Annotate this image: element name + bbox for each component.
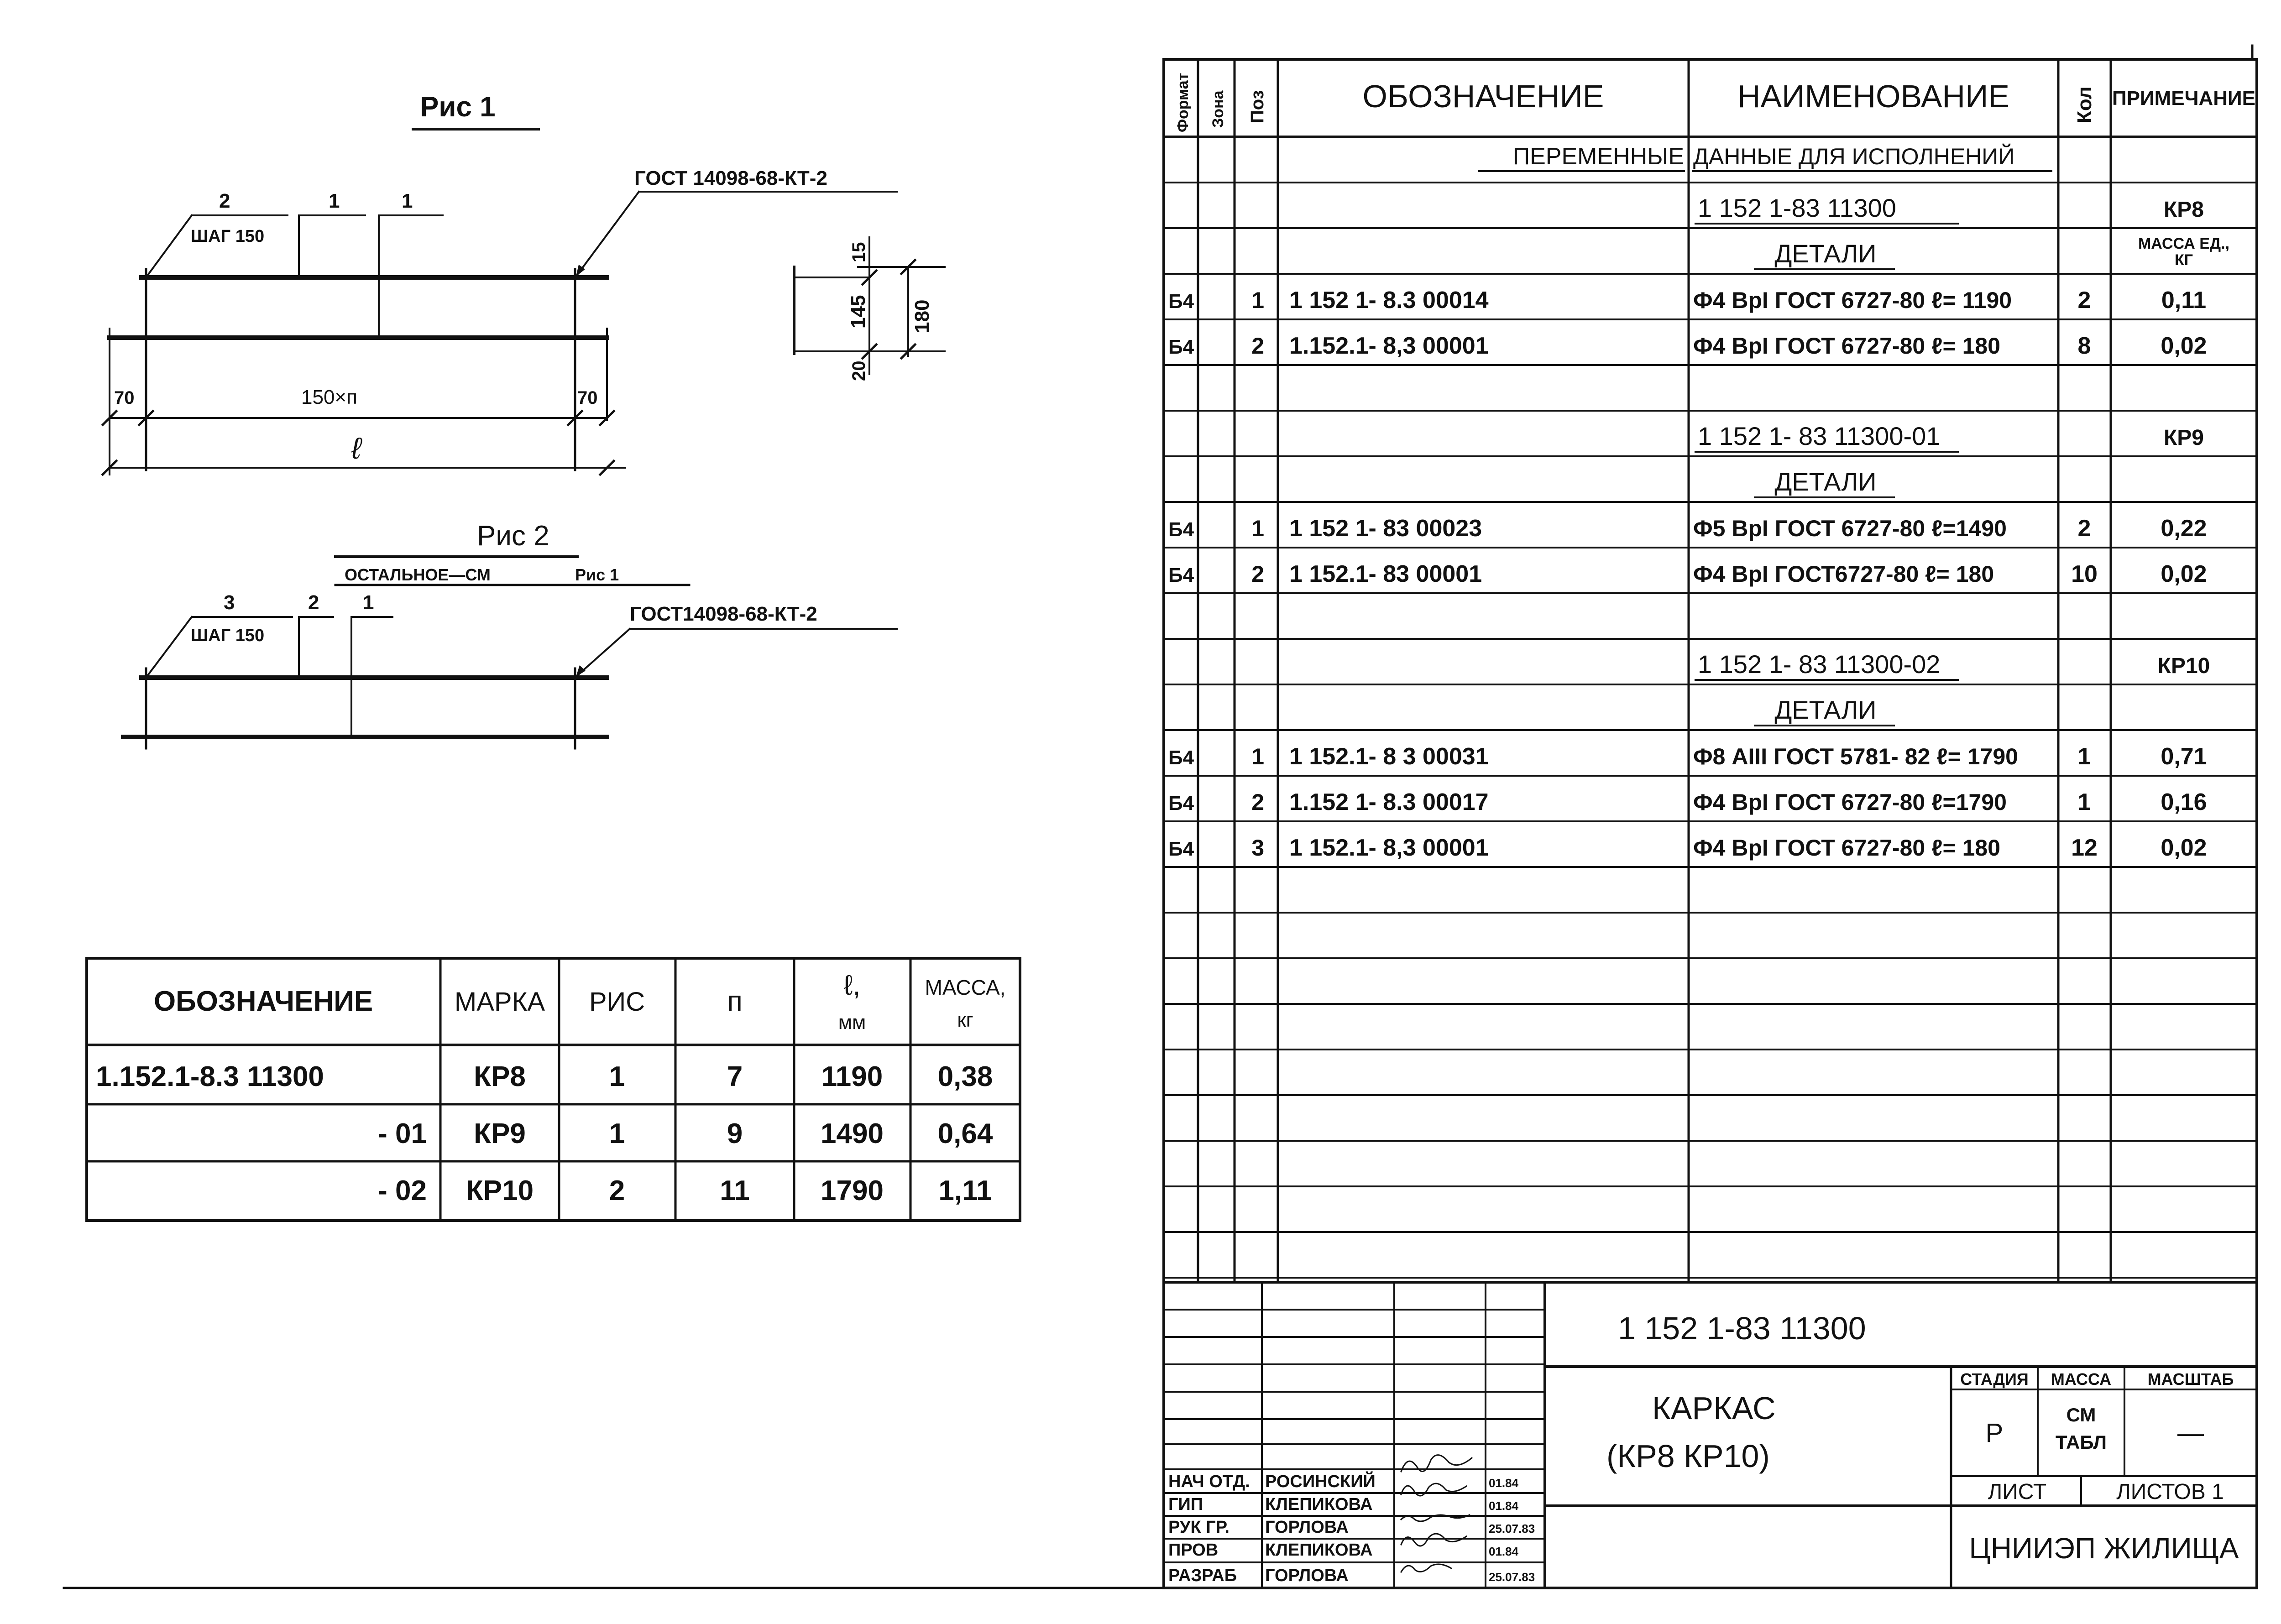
spec-item-qty: 10: [2071, 561, 2098, 587]
spec-header-format: Формат: [1174, 73, 1192, 132]
spec-item-designation: 1 152 1- 8.3 00014: [1289, 287, 1489, 313]
spec-header-designation: ОБОЗНАЧЕНИЕ: [1362, 78, 1604, 114]
fig1-pos1a-label: 1: [329, 190, 340, 212]
stamp-sheet-label: ЛИСТ: [1988, 1480, 2047, 1504]
spec-item-qty: 1: [2077, 789, 2091, 815]
spec-item-name: Ф5 ВрI ГОСТ 6727-80 ℓ=1490: [1693, 516, 2007, 541]
spec-group-mark: КР9: [2163, 426, 2204, 450]
spec-item-name: Ф4 ВрI ГОСТ 6727-80 ℓ= 1190: [1693, 287, 2012, 313]
variants-cell-3: 7: [727, 1061, 743, 1092]
stamp-date: 25.07.83: [1489, 1570, 1535, 1584]
spec-item-mass: 0,02: [2161, 333, 2207, 359]
signatures: [1401, 1455, 1472, 1572]
fig1-title: Рис 1: [420, 91, 496, 123]
fig2-pos1-label: 1: [363, 591, 374, 614]
spec-group-mark: КР10: [2157, 654, 2210, 678]
spec-unit-mass-note: МАССА ЕД., КГ: [2138, 235, 2230, 269]
stamp-title-line2: (КР8 КР10): [1606, 1438, 1770, 1474]
fig1-dim-right: 70: [577, 388, 598, 408]
spec-item-format: Б4: [1168, 518, 1194, 541]
spec-group-code: 1 152 1- 83 11300-02: [1698, 650, 1941, 679]
variants-header-4: ℓ, мм: [838, 970, 866, 1034]
figure-2: [123, 520, 897, 748]
spec-header-pos: Поз: [1247, 90, 1267, 123]
spec-item-mass: 0,11: [2161, 287, 2207, 313]
spec-item-mass: 0,02: [2161, 561, 2207, 587]
spec-details-label: ДЕТАЛИ: [1774, 695, 1877, 724]
variants-cell-2: 2: [609, 1175, 625, 1206]
variants-cell-5: 0,38: [937, 1061, 993, 1092]
spec-item-pos: 2: [1251, 789, 1264, 815]
spec-var-right: ДАННЫЕ ДЛЯ ИСПОЛНЕНИЙ: [1693, 144, 2015, 169]
stamp-stage-header: СТАДИЯ: [1960, 1370, 2029, 1389]
variants-cell-2: 1: [609, 1118, 625, 1149]
spec-header-zone: Зона: [1209, 90, 1227, 128]
section-d145: 145: [847, 295, 869, 329]
spec-item-name: Ф4 ВрI ГОСТ 6727-80 ℓ= 180: [1693, 333, 2001, 359]
fig1-step-label: ШАГ 150: [191, 227, 265, 246]
variants-cell-3: 11: [720, 1175, 750, 1206]
fig2-note-left: ОСТАЛЬНОЕ—СМ: [345, 565, 491, 584]
stamp-date: 01.84: [1489, 1476, 1519, 1490]
spec-item-qty: 1: [2077, 743, 2091, 770]
stamp-person-name: КЛЕПИКОВА: [1265, 1495, 1373, 1514]
spec-item-qty: 8: [2077, 333, 2091, 359]
spec-item-pos: 3: [1251, 835, 1264, 861]
variants-header-1: МАРКА: [454, 987, 545, 1017]
spec-item-name: Ф4 ВрI ГОСТ 6727-80 ℓ= 180: [1693, 835, 2001, 861]
stamp-document-code: 1 152 1-83 11300: [1618, 1311, 1866, 1346]
fig1-gost-label: ГОСТ 14098-68-КТ-2: [634, 167, 827, 189]
spec-item-pos: 1: [1251, 744, 1264, 769]
variants-header-3: п: [727, 986, 743, 1017]
spec-item-designation: 1 152.1- 83 00001: [1289, 561, 1482, 587]
stamp-mass-value-2: ТАБЛ: [2056, 1431, 2107, 1453]
variants-header-0: ОБОЗНАЧЕНИЕ: [153, 986, 373, 1017]
variants-cell-1: КР8: [474, 1061, 526, 1092]
fig2-title: Рис 2: [477, 520, 549, 552]
stamp-role: РУК ГР.: [1168, 1518, 1229, 1537]
spec-item-format: Б4: [1168, 747, 1194, 769]
spec-item-mass: 0,71: [2161, 743, 2207, 770]
spec-details-label: ДЕТАЛИ: [1774, 467, 1877, 496]
fig2-step-label: ШАГ 150: [191, 626, 265, 645]
spec-item-designation: 1.152 1- 8.3 00017: [1289, 789, 1489, 815]
stamp-date: 01.84: [1489, 1499, 1519, 1513]
specification-table: [1164, 59, 2257, 1588]
spec-group-code: 1 152 1- 83 11300-01: [1698, 422, 1941, 450]
stamp-scale-header: МАСШТАБ: [2147, 1370, 2234, 1389]
fig2-pos3-label: 3: [224, 591, 235, 614]
fig1-pos1b-label: 1: [402, 190, 413, 212]
variants-header-5: МАССА, кг: [925, 976, 1006, 1031]
fig1-dim-left: 70: [114, 388, 135, 408]
fig1-dim-mid: 150×п: [301, 386, 357, 408]
variants-cell-designation: 1.152.1-8.3 11300: [96, 1061, 324, 1092]
spec-item-format: Б4: [1168, 838, 1194, 860]
stamp-person-name: КЛЕПИКОВА: [1265, 1540, 1373, 1560]
variants-cell-1: КР9: [474, 1118, 526, 1149]
spec-var-left: ПЕРЕМЕННЫЕ: [1512, 143, 1684, 170]
section-d15: 15: [849, 242, 869, 262]
stamp-role: ГИП: [1168, 1495, 1203, 1514]
spec-item-designation: 1.152.1- 8,3 00001: [1289, 333, 1489, 359]
spec-item-pos: 1: [1251, 516, 1264, 541]
stamp-role: РАЗРАБ: [1168, 1566, 1237, 1585]
spec-item-name: Ф4 ВрI ГОСТ 6727-80 ℓ=1790: [1693, 789, 2007, 815]
stamp-role: НАЧ ОТД.: [1168, 1472, 1250, 1491]
variants-cell-5: 0,64: [937, 1118, 993, 1149]
variants-cell-designation: - 02: [378, 1175, 427, 1206]
fig1-pos2-label: 2: [219, 190, 230, 212]
stamp-organization: ЦНИИЭП ЖИЛИЩА: [1969, 1532, 2239, 1565]
stamp-scale-value: —: [2177, 1418, 2204, 1448]
variants-header-2: РИС: [589, 987, 645, 1017]
spec-item-name: Ф4 ВрI ГОСТ6727-80 ℓ= 180: [1693, 561, 1994, 587]
spec-item-format: Б4: [1168, 564, 1194, 586]
spec-item-mass: 0,02: [2161, 835, 2207, 861]
spec-group-code: 1 152 1-83 11300: [1698, 193, 1896, 222]
spec-item-designation: 1 152.1- 8 3 00031: [1289, 743, 1489, 770]
spec-item-pos: 2: [1251, 561, 1264, 587]
stamp-sheets-label: ЛИСТОВ 1: [2116, 1480, 2224, 1504]
spec-item-name: Ф8 АIII ГОСТ 5781- 82 ℓ= 1790: [1693, 744, 2018, 769]
spec-item-mass: 0,22: [2161, 515, 2207, 542]
stamp-person-name: РОСИНСКИЙ: [1265, 1472, 1376, 1491]
spec-details-label: ДЕТАЛИ: [1774, 239, 1877, 268]
fig2-gost-label: ГОСТ14098-68-КТ-2: [630, 603, 817, 625]
variants-table: [87, 958, 1020, 1221]
fig1-dim-total: ℓ: [351, 431, 361, 465]
variants-cell-designation: - 01: [378, 1118, 427, 1149]
stamp-role: ПРОВ: [1168, 1540, 1219, 1560]
stamp-date: 01.84: [1489, 1545, 1519, 1558]
spec-item-qty: 12: [2071, 835, 2098, 861]
spec-item-format: Б4: [1168, 290, 1194, 313]
stamp-mass-header: МАССА: [2051, 1370, 2112, 1389]
spec-header-note: ПРИМЕЧАНИЕ: [2112, 87, 2256, 110]
spec-item-format: Б4: [1168, 336, 1194, 358]
spec-group-mark: КР8: [2163, 198, 2204, 222]
figure-1: [103, 91, 897, 475]
section-view: [794, 237, 945, 381]
variants-cell-3: 9: [727, 1118, 743, 1149]
variants-cell-4: 1490: [821, 1118, 884, 1149]
spec-item-designation: 1 152 1- 83 00023: [1289, 515, 1482, 542]
variants-cell-2: 1: [609, 1061, 625, 1092]
variants-cell-1: КР10: [466, 1175, 534, 1206]
stamp-title-line1: КАРКАС: [1652, 1390, 1776, 1426]
stamp-person-name: ГОРЛОВА: [1265, 1566, 1349, 1585]
variants-cell-4: 1790: [821, 1175, 884, 1206]
variants-cell-4: 1190: [821, 1061, 883, 1092]
stamp-mass-value-1: СМ: [2066, 1404, 2096, 1426]
spec-item-pos: 1: [1251, 287, 1264, 313]
section-d180: 180: [911, 299, 933, 333]
section-d20: 20: [849, 360, 869, 381]
variants-cell-5: 1,11: [938, 1175, 992, 1206]
spec-item-designation: 1 152.1- 8,3 00001: [1289, 835, 1489, 861]
fig2-pos2-label: 2: [308, 591, 319, 614]
stamp-date: 25.07.83: [1489, 1522, 1535, 1535]
spec-item-qty: 2: [2077, 515, 2091, 542]
fig2-note-right: Рис 1: [575, 565, 619, 584]
stamp-person-name: ГОРЛОВА: [1265, 1518, 1349, 1537]
spec-item-pos: 2: [1251, 333, 1264, 359]
spec-header-qty: Кол: [2073, 86, 2096, 123]
spec-header-name: НАИМЕНОВАНИЕ: [1737, 78, 2010, 114]
spec-item-qty: 2: [2077, 287, 2091, 313]
spec-item-format: Б4: [1168, 792, 1194, 815]
stamp-stage-value: Р: [1985, 1418, 2004, 1448]
spec-item-mass: 0,16: [2161, 789, 2207, 815]
